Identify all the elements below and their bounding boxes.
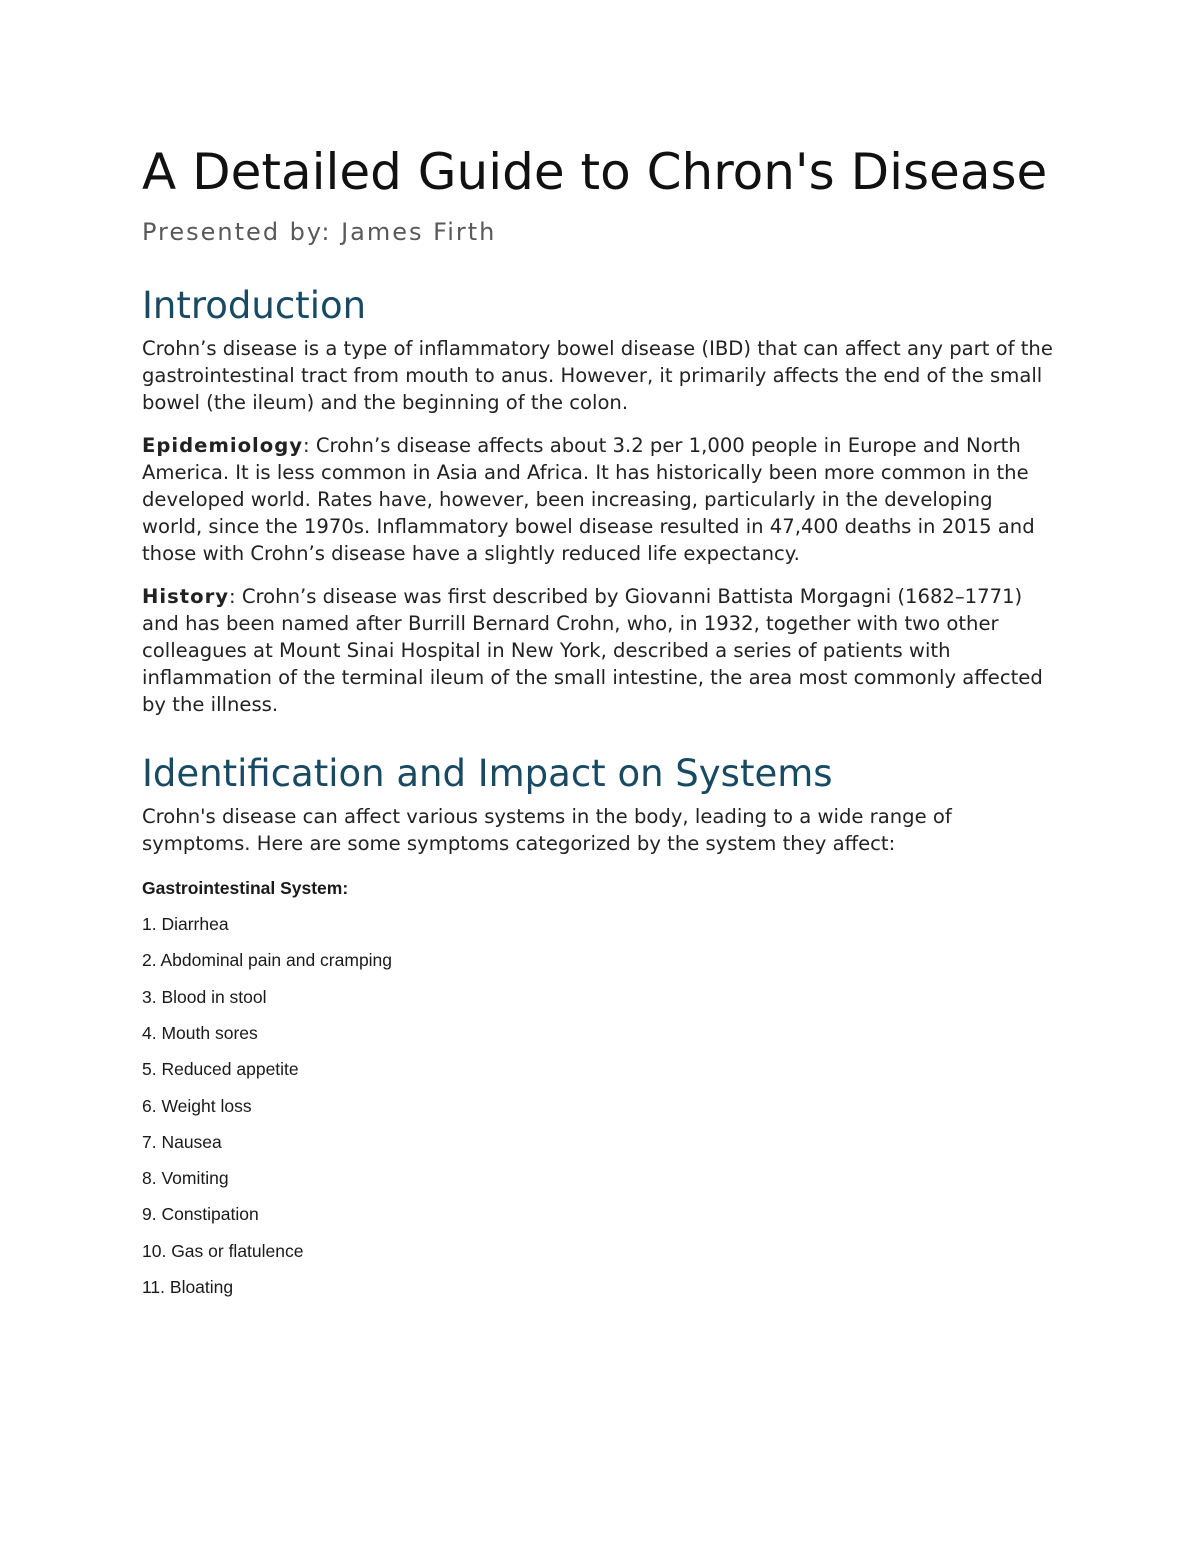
list-item: 3. Blood in stool bbox=[142, 986, 267, 1007]
list-item: 10. Gas or flatulence bbox=[142, 1240, 304, 1261]
list-item: 1. Diarrhea bbox=[142, 914, 229, 935]
list-item: 4. Mouth sores bbox=[142, 1022, 258, 1043]
history-label: History bbox=[142, 584, 230, 608]
introduction-heading: Introduction bbox=[142, 284, 367, 327]
epidemiology-paragraph bbox=[142, 432, 1057, 568]
document-subtitle: Presented by: James Firth bbox=[142, 218, 497, 246]
list-item: 6. Weight loss bbox=[142, 1095, 252, 1116]
list-item: 2. Abdominal pain and cramping bbox=[142, 950, 393, 971]
document-page bbox=[142, 140, 1057, 1312]
history-text: : Crohn’s disease was first described by Giovanni Battista Morgagni (1682–1771) and has been named after Burrill Bernard Crohn, who, in 1932, together with two other colleagues at Mount Sinai Hospital in New York, described a series of patients with inflammation of the terminal ileum of the small intestine, the area most commonly affected by the illness. bbox=[142, 584, 1043, 717]
epidemiology-text: : Crohn’s disease affects about 3.2 per 1,000 people in Europe and North America. It is less common in Asia and Africa. It has historically been more common in the developed world. Rates have, however, been increasing, particularly in the developing world, since the 1970s. Inflammatory bowel disease resulted in 47,400 deaths in 2015 and those with Crohn’s disease have a slightly reduced life expectancy. bbox=[142, 433, 1035, 566]
list-item: 5. Reduced appetite bbox=[142, 1059, 299, 1080]
gastrointestinal-heading: Gastrointestinal System: bbox=[142, 878, 349, 899]
epidemiology-label: Epidemiology bbox=[142, 433, 304, 457]
list-item: 7. Nausea bbox=[142, 1131, 222, 1152]
list-item: 8. Vomiting bbox=[142, 1168, 229, 1189]
list-item: 9. Constipation bbox=[142, 1204, 259, 1225]
identification-heading: Identification and Impact on Systems bbox=[142, 751, 833, 795]
history-paragraph bbox=[142, 583, 1057, 719]
identification-paragraph: Crohn's disease can affect various systems in the body, leading to a wide range of symptoms. Here are some symptoms categorized by the system they affect: bbox=[142, 804, 952, 855]
introduction-paragraph: Crohn’s disease is a type of inflammatory bowel disease (IBD) that can affect any part of the gastrointestinal tract from mouth to anus. However, it primarily affects the end of the small bowel (the ileum) and the beginning of the colon. bbox=[142, 337, 1053, 415]
list-item: 11. Bloating bbox=[142, 1277, 234, 1298]
document-title: A Detailed Guide to Chron's Disease bbox=[142, 143, 1048, 201]
gastrointestinal-symptom-list bbox=[142, 913, 1057, 1312]
